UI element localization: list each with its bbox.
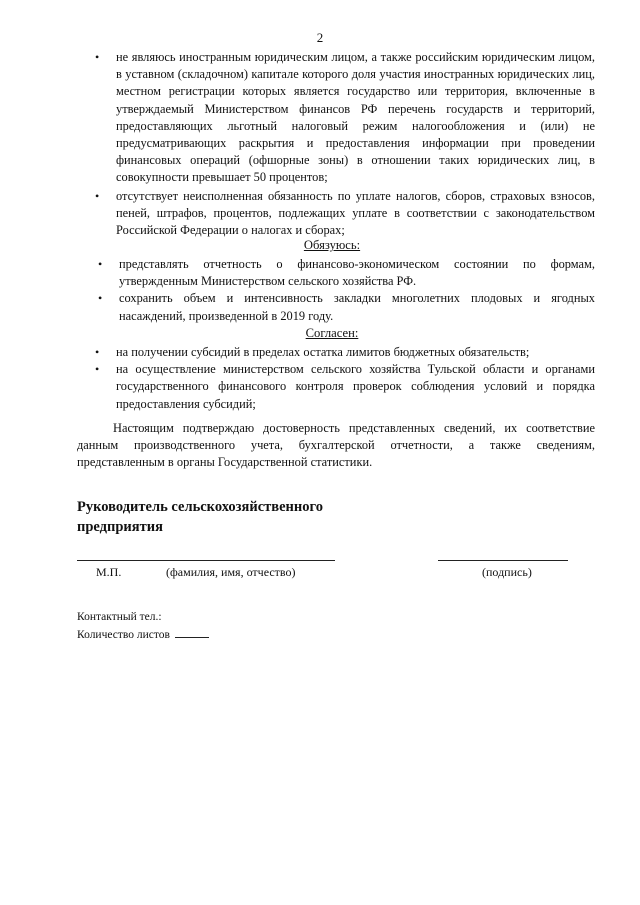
list-item: • отсутствует неисполненная обязанность по уплате налогов, сборов, страховых взносов, пеней, штрафов, процентов, подлежащих уплате в соответствии с законодательством Российской Федерации о налогах и сборах; [95, 188, 595, 238]
list-item: • сохранить объем и интенсивность закладки многолетних плодовых и ягодных насаждений, произведенной в 2019 году. [98, 291, 595, 323]
sheets-count: Количество листов [77, 627, 209, 641]
stamp-label: М.П. [96, 565, 122, 579]
bullet-icon: • [98, 291, 103, 306]
name-line [77, 560, 335, 561]
signature-line [438, 560, 568, 561]
bullet-icon: • [95, 345, 100, 359]
consent-list [95, 344, 595, 413]
signature-caption: (подпись) [482, 565, 532, 579]
name-caption: (фамилия, имя, отчество) [166, 565, 296, 579]
obligations-list [98, 256, 595, 325]
confirmation-paragraph: Настоящим подтверждаю достоверность представленных сведений, их соответствие данным производственного учета, бухгалтерской отчетности, а также сведениям, представленным в органы Государственной статистики. [77, 421, 595, 470]
signatory-title: Руководитель сельскохозяйственного предприятия [77, 499, 323, 535]
bullet-icon: • [95, 362, 100, 377]
list-item: • на получении субсидий в пределах остатка лимитов бюджетных обязательств; [95, 344, 595, 361]
page-number: 2 [316, 30, 324, 45]
contact-phone-label: Контактный тел.: [77, 611, 162, 623]
bullet-icon: • [95, 188, 100, 203]
obligations-heading: Обязуюсь: [303, 238, 361, 252]
bullet-icon: • [95, 50, 100, 64]
consent-heading: Согласен: [305, 326, 359, 340]
bullet-icon: • [98, 257, 103, 271]
list-item: • на осуществление министерством сельского хозяйства Тульской области и органами государственного финансового контроля проверок соблюдения условий и порядка предоставления субсидий; [95, 362, 595, 411]
list-item: • не являюсь иностранным юридическим лицом, а также российским юридическим лицом, в уставном (складочном) капитале которого доля участия иностранных юридических лиц, местном регистрации которых является государство или территория, включенные в утверждаемый Министерством финансов РФ перечень государств и территорий, предоставляющих льготный налоговый режим налогообложения и (или) не предусматривающих раскрытия и предоставления информации при проведении финансовых операций (офшорные зоны) в отношении таких юридических лиц, в совокупности превышает 50 процентов; [95, 50, 595, 185]
sheets-count-field [175, 627, 209, 638]
declarations-list [95, 49, 595, 239]
list-item: • представлять отчетность о финансово-экономическом состоянии по формам, утвержденным Министерством сельского хозяйства РФ. [98, 257, 595, 289]
